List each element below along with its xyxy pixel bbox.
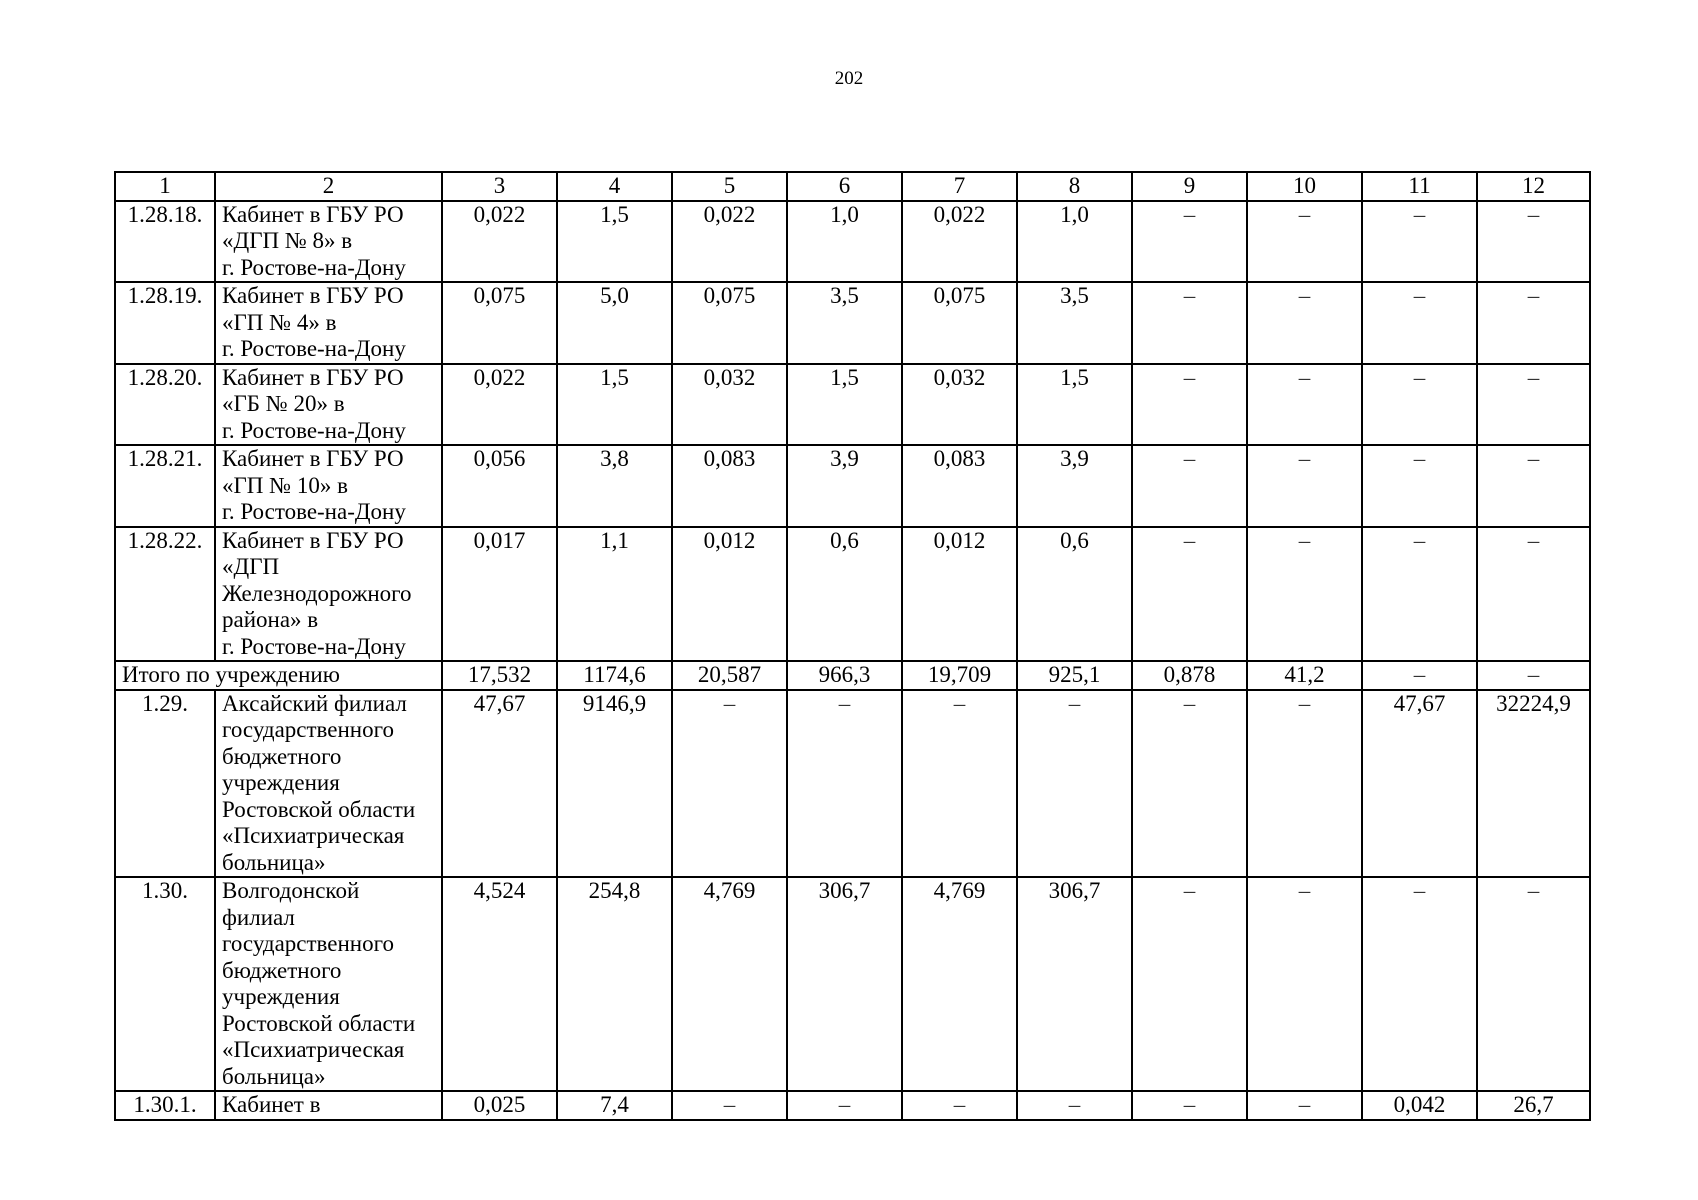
row-value: – bbox=[1132, 877, 1247, 1091]
row-value: 254,8 bbox=[557, 877, 672, 1091]
row-value: 0,6 bbox=[787, 527, 902, 662]
column-header: 1 bbox=[115, 172, 215, 201]
row-value: – bbox=[1477, 364, 1590, 446]
row-value: – bbox=[902, 1091, 1017, 1120]
total-value: 966,3 bbox=[787, 661, 902, 690]
row-value: 1,5 bbox=[557, 364, 672, 446]
row-value: 3,9 bbox=[787, 445, 902, 527]
column-header: 3 bbox=[442, 172, 557, 201]
row-value: 9146,9 bbox=[557, 690, 672, 878]
row-value: 0,022 bbox=[442, 201, 557, 283]
row-number: 1.28.21. bbox=[115, 445, 215, 527]
row-value: – bbox=[1362, 201, 1477, 283]
row-number: 1.28.19. bbox=[115, 282, 215, 364]
row-value: – bbox=[1247, 364, 1362, 446]
table-body bbox=[115, 172, 1590, 1120]
column-header: 2 bbox=[215, 172, 442, 201]
row-value: 3,5 bbox=[787, 282, 902, 364]
row-value: 0,075 bbox=[672, 282, 787, 364]
row-value: 4,769 bbox=[672, 877, 787, 1091]
row-name: Кабинет в ГБУ РО «ДГП Железнодорожного района» в г. Ростове-на-Дону bbox=[215, 527, 442, 662]
row-value: – bbox=[1247, 1091, 1362, 1120]
column-header-row bbox=[115, 172, 1590, 201]
row-value: 306,7 bbox=[787, 877, 902, 1091]
row-value: – bbox=[1132, 282, 1247, 364]
row-name: Волгодонской филиал государственного бюджетного учреждения Ростовской области «Психиатрическая больница» bbox=[215, 877, 442, 1091]
row-value: – bbox=[672, 1091, 787, 1120]
row-value: 26,7 bbox=[1477, 1091, 1590, 1120]
column-header: 12 bbox=[1477, 172, 1590, 201]
table-row bbox=[115, 877, 1590, 1091]
row-value: – bbox=[1477, 201, 1590, 283]
row-value: – bbox=[1247, 282, 1362, 364]
row-value: 0,083 bbox=[902, 445, 1017, 527]
row-value: 3,9 bbox=[1017, 445, 1132, 527]
table-row bbox=[115, 1091, 1590, 1120]
column-header: 8 bbox=[1017, 172, 1132, 201]
table-row bbox=[115, 690, 1590, 878]
table-row bbox=[115, 201, 1590, 283]
row-value: 0,083 bbox=[672, 445, 787, 527]
row-value: 0,022 bbox=[672, 201, 787, 283]
row-value: – bbox=[787, 690, 902, 878]
row-value: 0,022 bbox=[902, 201, 1017, 283]
row-value: – bbox=[1017, 690, 1132, 878]
row-value: – bbox=[1132, 201, 1247, 283]
row-value: – bbox=[1247, 445, 1362, 527]
row-value: – bbox=[1247, 690, 1362, 878]
row-value: – bbox=[1132, 364, 1247, 446]
total-label: Итого по учреждению bbox=[115, 661, 442, 690]
row-value: – bbox=[1132, 690, 1247, 878]
row-value: 0,075 bbox=[902, 282, 1017, 364]
row-value: 1,5 bbox=[1017, 364, 1132, 446]
row-value: 0,032 bbox=[902, 364, 1017, 446]
row-value: – bbox=[787, 1091, 902, 1120]
column-header: 7 bbox=[902, 172, 1017, 201]
row-value: – bbox=[1477, 282, 1590, 364]
row-value: 0,075 bbox=[442, 282, 557, 364]
row-number: 1.28.18. bbox=[115, 201, 215, 283]
row-value: 0,012 bbox=[902, 527, 1017, 662]
row-value: 1,1 bbox=[557, 527, 672, 662]
row-value: 7,4 bbox=[557, 1091, 672, 1120]
row-value: – bbox=[1132, 445, 1247, 527]
row-value: – bbox=[1477, 877, 1590, 1091]
row-value: – bbox=[1132, 1091, 1247, 1120]
row-value: – bbox=[902, 690, 1017, 878]
column-header: 4 bbox=[557, 172, 672, 201]
row-value: 1,5 bbox=[787, 364, 902, 446]
data-table bbox=[114, 171, 1591, 1121]
row-value: 47,67 bbox=[1362, 690, 1477, 878]
row-value: 0,025 bbox=[442, 1091, 557, 1120]
total-row bbox=[115, 661, 1590, 690]
row-value: 32224,9 bbox=[1477, 690, 1590, 878]
row-value: 1,0 bbox=[787, 201, 902, 283]
row-value: 0,056 bbox=[442, 445, 557, 527]
row-value: 306,7 bbox=[1017, 877, 1132, 1091]
row-value: – bbox=[1362, 527, 1477, 662]
total-value: – bbox=[1477, 661, 1590, 690]
row-value: – bbox=[1362, 445, 1477, 527]
row-value: 0,032 bbox=[672, 364, 787, 446]
total-value: 19,709 bbox=[902, 661, 1017, 690]
row-value: 4,769 bbox=[902, 877, 1017, 1091]
total-value: 925,1 bbox=[1017, 661, 1132, 690]
row-number: 1.28.20. bbox=[115, 364, 215, 446]
column-header: 6 bbox=[787, 172, 902, 201]
row-name: Кабинет в ГБУ РО «ГП № 10» в г. Ростове-на-Дону bbox=[215, 445, 442, 527]
row-value: – bbox=[1247, 201, 1362, 283]
column-header: 10 bbox=[1247, 172, 1362, 201]
row-value: 0,017 bbox=[442, 527, 557, 662]
row-number: 1.29. bbox=[115, 690, 215, 878]
row-value: – bbox=[1477, 527, 1590, 662]
row-value: – bbox=[1477, 445, 1590, 527]
page-number: 202 bbox=[834, 68, 864, 89]
row-value: – bbox=[672, 690, 787, 878]
row-value: – bbox=[1132, 527, 1247, 662]
row-name: Кабинет в ГБУ РО «ГБ № 20» в г. Ростове-на-Дону bbox=[215, 364, 442, 446]
row-value: – bbox=[1247, 527, 1362, 662]
row-value: 0,042 bbox=[1362, 1091, 1477, 1120]
column-header: 5 bbox=[672, 172, 787, 201]
row-number: 1.30. bbox=[115, 877, 215, 1091]
total-value: 0,878 bbox=[1132, 661, 1247, 690]
total-value: 17,532 bbox=[442, 661, 557, 690]
total-value: – bbox=[1362, 661, 1477, 690]
table-row bbox=[115, 527, 1590, 662]
row-value: 0,6 bbox=[1017, 527, 1132, 662]
total-value: 20,587 bbox=[672, 661, 787, 690]
row-value: 1,0 bbox=[1017, 201, 1132, 283]
row-value: 4,524 bbox=[442, 877, 557, 1091]
row-value: 3,5 bbox=[1017, 282, 1132, 364]
row-value: – bbox=[1362, 282, 1477, 364]
table-row bbox=[115, 282, 1590, 364]
row-value: 3,8 bbox=[557, 445, 672, 527]
row-number: 1.30.1. bbox=[115, 1091, 215, 1120]
column-header: 9 bbox=[1132, 172, 1247, 201]
row-value: 5,0 bbox=[557, 282, 672, 364]
row-value: – bbox=[1017, 1091, 1132, 1120]
total-value: 1174,6 bbox=[557, 661, 672, 690]
total-value: 41,2 bbox=[1247, 661, 1362, 690]
row-name: Аксайский филиал государственного бюджетного учреждения Ростовской области «Психиатрическая больница» bbox=[215, 690, 442, 878]
row-name: Кабинет в ГБУ РО «ГП № 4» в г. Ростове-на-Дону bbox=[215, 282, 442, 364]
row-value: – bbox=[1247, 877, 1362, 1091]
row-value: 0,022 bbox=[442, 364, 557, 446]
column-header: 11 bbox=[1362, 172, 1477, 201]
row-name: Кабинет в ГБУ РО «ДГП № 8» в г. Ростове-на-Дону bbox=[215, 201, 442, 283]
row-number: 1.28.22. bbox=[115, 527, 215, 662]
row-value: 1,5 bbox=[557, 201, 672, 283]
table-row bbox=[115, 445, 1590, 527]
row-value: – bbox=[1362, 877, 1477, 1091]
row-value: – bbox=[1362, 364, 1477, 446]
row-name: Кабинет в bbox=[215, 1091, 442, 1120]
row-value: 0,012 bbox=[672, 527, 787, 662]
table-row bbox=[115, 364, 1590, 446]
row-value: 47,67 bbox=[442, 690, 557, 878]
